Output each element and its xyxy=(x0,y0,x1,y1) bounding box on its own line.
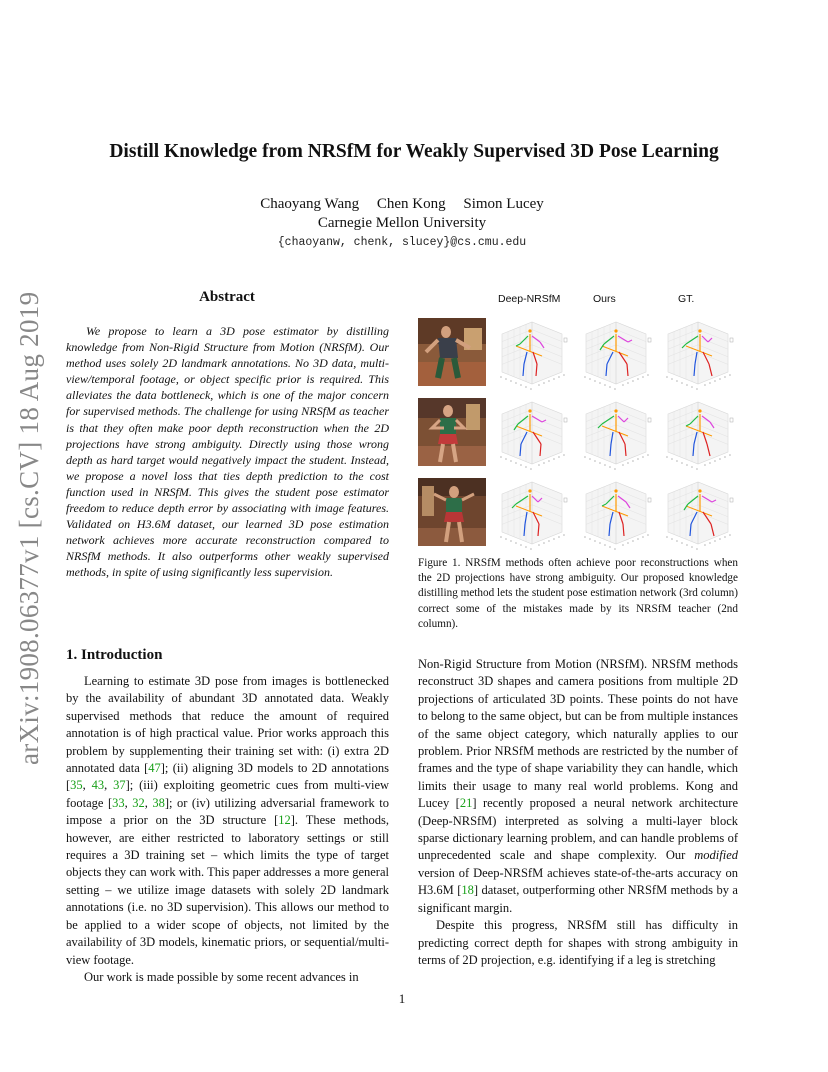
svg-text:0: 0 xyxy=(681,381,683,385)
svg-text:0: 0 xyxy=(714,459,716,463)
svg-text:0: 0 xyxy=(676,459,678,463)
pose-3d-plot xyxy=(660,472,736,554)
svg-text:0: 0 xyxy=(666,375,668,379)
svg-text:0: 0 xyxy=(505,457,507,461)
text-run: ]; or (iv) utilizing adversarial framework to impose a prior on the 3D structure [ xyxy=(66,795,389,828)
citation-link[interactable]: 12 xyxy=(278,813,291,828)
svg-text:0: 0 xyxy=(563,453,565,457)
intro-paragraph: Despite this progress, NRSfM still has difficulty in predicting correct depth for shapes with strong ambiguity in terms of 2D projection, e.g. identifying if a leg is stretching xyxy=(418,918,738,967)
pose-3d-plot xyxy=(494,392,570,474)
svg-text:0: 0 xyxy=(558,375,560,379)
svg-text:0: 0 xyxy=(696,547,698,551)
abstract-body xyxy=(66,323,389,581)
svg-text:0: 0 xyxy=(609,545,611,549)
svg-text:0: 0 xyxy=(538,383,540,387)
figure-caption: Figure 1. NRSfM methods often achieve poor reconstructions when the 2D projections have strong ambiguity. Our proposed knowledge distilling method lets the student pose estimation network (3rd column) correct some of the mistakes made by its NRSfM teacher (2nd column). xyxy=(418,557,738,630)
text-run: version of Deep-NRSfM achieves state-of-the-arts accuracy on H3.6M [ xyxy=(418,865,738,898)
input-photo xyxy=(418,478,486,546)
svg-text:0: 0 xyxy=(729,373,731,377)
svg-text:0: 0 xyxy=(510,459,512,463)
text-run: Non-Rigid Structure from Motion (NRSfM). NRSfM methods reconstruct 3D shapes and camera positions from multiple 2D projections of articulated 3D points. These points do not have to belong to the same object, but can be from multiple instances of the same object category, which naturally applies to our problem. Prior NRSfM methods are restricted by the number of frames and the type of shape variability they can handle, which limits their usage to many real world problems. Kong and Lucey [ xyxy=(418,657,738,811)
svg-text:0: 0 xyxy=(525,465,527,469)
svg-text:0: 0 xyxy=(676,539,678,543)
affiliation: Carnegie Mellon University xyxy=(317,215,487,231)
abstract-text: We propose to learn a 3D pose estimator by distilling knowledge from Non-Rigid Structure from Motion (NRSfM). Our method uses solely 2D landmark annotations. No 3D data, multi-view/temporal footage, or object specific prior is required. This alleviates the data bottleneck, which is one of the major concern for supervised methods. The challenge for using NRSfM as teacher is that they often make poor depth reconstruction when the 2D projections have strong ambiguity. Directly using those wrong depth as hard target would negatively impact the student. Instead, we propose a novel loss that ties depth prediction to the cost function used in NRSfM. This gives the student pose estimator freedom to reduce depth error by associating with image features. Validated on H3.6M dataset, our learned 3D pose estimation network achieves more accurate reconstruction compared to NRSfM methods. It also outperforms other weakly supervised methods, in spite of using significantly less supervision. xyxy=(66,324,389,580)
svg-text:0: 0 xyxy=(609,465,611,469)
svg-text:0: 0 xyxy=(614,467,616,471)
svg-text:0: 0 xyxy=(599,461,601,465)
author-emails: {chaoyanw, chenk, slucey}@cs.cmu.edu xyxy=(277,236,527,249)
svg-text:0: 0 xyxy=(510,379,512,383)
svg-text:0: 0 xyxy=(515,461,517,465)
svg-text:0: 0 xyxy=(525,545,527,549)
svg-text:0: 0 xyxy=(543,541,545,545)
svg-text:0: 0 xyxy=(584,535,586,539)
svg-text:0: 0 xyxy=(594,539,596,543)
intro-paragraph: Our work is made possible by some recent advances in xyxy=(84,969,359,984)
text-run: ]. These methods, however, are either restricted to laboratory settings or still requires a 3D training set – which limits the type of target objects they can work with. This paper addresses a more general setting – we utilize image datasets with solely 2D landmark annotations (i.e. no 3D supervision). This allows our method to be applied to a wider scope of objects, not limited by the availability of 3D models, kinematic priors, or sequential/multi-view footage. xyxy=(66,813,389,967)
svg-text:0: 0 xyxy=(637,537,639,541)
svg-text:0: 0 xyxy=(500,375,502,379)
svg-text:0: 0 xyxy=(622,383,624,387)
svg-text:0: 0 xyxy=(647,373,649,377)
figure-col-header: Ours xyxy=(593,293,616,305)
svg-text:0: 0 xyxy=(614,547,616,551)
svg-text:0: 0 xyxy=(729,453,731,457)
intro-paragraph: Learning to estimate 3D pose from images is bottlenecked by the availability of abundant 3D annotated data. Weakly supervised methods that reduce the amount of required annotation is of high practical value. Prior works approach this problem by supplementing their training set with: (i) extra 2D annotated data [47]; (ii) aligning 3D models to 2D annotations [35, 43, 37]; (iii) exploiting geometric cues from multi-view footage [33, 32, 38]; or (iv) utilizing adversarial framework to impose a prior on the 3D structure [12]. These methods, however, are either restricted to laboratory settings or still requires a 3D training set – which limits the type of target objects they can work with. This paper addresses a more general setting – we utilize image datasets with solely 2D landmark annotations (i.e. no 3D supervision). This allows our method to be applied to a wider scope of objects, not limited by the availability of 3D models, kinematic priors, or sequential/multi-view footage. xyxy=(66,674,390,967)
svg-text:0: 0 xyxy=(515,381,517,385)
text-run: ]; (iii) exploiting geometric cues from multi-view footage [ xyxy=(66,778,390,810)
svg-text:0: 0 xyxy=(558,455,560,459)
svg-text:0: 0 xyxy=(604,463,606,467)
svg-text:0: 0 xyxy=(704,543,706,547)
author-name: Chaoyang Wang xyxy=(260,196,360,212)
figure-col-header: Deep-NRSfM xyxy=(498,293,561,305)
intro-left-column xyxy=(66,673,389,986)
svg-text:0: 0 xyxy=(729,533,731,537)
svg-text:0: 0 xyxy=(543,381,545,385)
svg-text:0: 0 xyxy=(709,541,711,545)
svg-text:0: 0 xyxy=(525,385,527,389)
svg-text:0: 0 xyxy=(589,377,591,381)
svg-text:0: 0 xyxy=(530,467,532,471)
emphasis: modified xyxy=(694,848,738,863)
svg-text:0: 0 xyxy=(614,387,616,391)
svg-text:0: 0 xyxy=(671,377,673,381)
svg-text:0: 0 xyxy=(604,383,606,387)
svg-text:0: 0 xyxy=(520,543,522,547)
paper-title: Distill Knowledge from NRSfM for Weakly Supervised 3D Pose Learning xyxy=(109,141,719,162)
svg-text:0: 0 xyxy=(543,461,545,465)
svg-text:0: 0 xyxy=(719,377,721,381)
svg-text:0: 0 xyxy=(553,457,555,461)
citation-link[interactable]: 38 xyxy=(152,795,165,810)
svg-text:0: 0 xyxy=(714,539,716,543)
pose-3d-plot xyxy=(578,472,654,554)
citation-link[interactable]: 33 xyxy=(112,795,125,810)
svg-text:0: 0 xyxy=(538,543,540,547)
svg-text:0: 0 xyxy=(704,383,706,387)
intro-paragraph xyxy=(418,656,738,917)
intro-right-column xyxy=(418,656,738,969)
svg-text:0: 0 xyxy=(676,379,678,383)
svg-text:0: 0 xyxy=(599,381,601,385)
section-heading-introduction: 1. Introduction xyxy=(66,647,163,663)
svg-text:0: 0 xyxy=(594,379,596,383)
svg-text:0: 0 xyxy=(681,461,683,465)
author-list xyxy=(0,196,804,213)
svg-text:0: 0 xyxy=(599,541,601,545)
svg-text:0: 0 xyxy=(548,539,550,543)
svg-text:0: 0 xyxy=(553,377,555,381)
svg-text:0: 0 xyxy=(520,463,522,467)
svg-text:0: 0 xyxy=(719,537,721,541)
svg-text:0: 0 xyxy=(530,387,532,391)
svg-text:0: 0 xyxy=(500,455,502,459)
svg-text:0: 0 xyxy=(548,379,550,383)
svg-text:0: 0 xyxy=(686,543,688,547)
svg-text:0: 0 xyxy=(609,385,611,389)
svg-text:0: 0 xyxy=(681,541,683,545)
citation-link[interactable]: 32 xyxy=(132,795,145,810)
svg-text:0: 0 xyxy=(584,455,586,459)
svg-text:0: 0 xyxy=(500,535,502,539)
svg-text:0: 0 xyxy=(637,457,639,461)
citation-link[interactable]: 21 xyxy=(459,796,473,811)
svg-text:0: 0 xyxy=(691,385,693,389)
svg-text:0: 0 xyxy=(666,455,668,459)
input-photo xyxy=(418,398,486,466)
svg-text:0: 0 xyxy=(563,533,565,537)
svg-text:0: 0 xyxy=(622,463,624,467)
svg-text:0: 0 xyxy=(724,375,726,379)
svg-text:0: 0 xyxy=(704,463,706,467)
pose-3d-plot xyxy=(660,312,736,394)
svg-text:0: 0 xyxy=(686,463,688,467)
svg-text:0: 0 xyxy=(520,383,522,387)
page-number: 1 xyxy=(398,991,406,1006)
abstract-heading: Abstract xyxy=(199,289,255,305)
citation-link[interactable]: 35 xyxy=(70,778,83,793)
svg-text:0: 0 xyxy=(709,461,711,465)
svg-text:0: 0 xyxy=(724,535,726,539)
svg-text:0: 0 xyxy=(642,375,644,379)
svg-text:0: 0 xyxy=(515,541,517,545)
arxiv-stamp[interactable]: arXiv:1908.06377v1 [cs.CV] 18 Aug 2019 xyxy=(14,291,44,765)
svg-text:0: 0 xyxy=(714,379,716,383)
citation-link[interactable]: 43 xyxy=(91,778,105,793)
svg-text:0: 0 xyxy=(691,465,693,469)
svg-text:0: 0 xyxy=(558,535,560,539)
svg-text:0: 0 xyxy=(632,379,634,383)
pose-3d-plot xyxy=(660,392,736,474)
svg-text:0: 0 xyxy=(622,543,624,547)
svg-text:0: 0 xyxy=(632,459,634,463)
svg-text:0: 0 xyxy=(530,547,532,551)
svg-text:0: 0 xyxy=(632,539,634,543)
input-photo xyxy=(418,318,486,386)
svg-text:0: 0 xyxy=(696,467,698,471)
svg-text:0: 0 xyxy=(548,459,550,463)
svg-text:0: 0 xyxy=(563,373,565,377)
svg-text:0: 0 xyxy=(642,535,644,539)
svg-text:0: 0 xyxy=(671,457,673,461)
svg-text:0: 0 xyxy=(589,457,591,461)
svg-text:0: 0 xyxy=(637,377,639,381)
svg-text:0: 0 xyxy=(724,455,726,459)
svg-text:0: 0 xyxy=(604,543,606,547)
svg-text:0: 0 xyxy=(505,537,507,541)
pose-3d-plot xyxy=(494,472,570,554)
svg-text:0: 0 xyxy=(696,387,698,391)
svg-text:0: 0 xyxy=(553,537,555,541)
author-name: Chen Kong xyxy=(376,196,446,212)
svg-text:0: 0 xyxy=(686,383,688,387)
svg-text:0: 0 xyxy=(647,453,649,457)
svg-text:0: 0 xyxy=(666,535,668,539)
text-run: ] recently proposed a neural network architecture (Deep-NRSfM) interpreted as solving a multi-layer block sparse dictionary learning problem, and can handle problems of unprecedented scale and shape complexity. Our xyxy=(418,796,738,863)
svg-text:0: 0 xyxy=(505,377,507,381)
svg-text:0: 0 xyxy=(627,541,629,545)
pose-3d-plot xyxy=(578,392,654,474)
svg-text:0: 0 xyxy=(627,461,629,465)
svg-text:0: 0 xyxy=(538,463,540,467)
svg-text:0: 0 xyxy=(642,455,644,459)
citation-link[interactable]: 47 xyxy=(148,761,161,776)
author-name: Simon Lucey xyxy=(463,196,544,212)
svg-text:0: 0 xyxy=(719,457,721,461)
svg-text:0: 0 xyxy=(671,537,673,541)
citation-link[interactable]: 18 xyxy=(461,883,474,898)
text-run: ] dataset, outperforming other NRSfM methods by a significant margin. xyxy=(418,883,738,915)
pose-3d-plot xyxy=(578,312,654,394)
svg-text:0: 0 xyxy=(584,375,586,379)
text-run: ]; (ii) aligning 3D models to 2D annotations [ xyxy=(66,761,389,793)
svg-text:0: 0 xyxy=(691,545,693,549)
svg-text:0: 0 xyxy=(594,459,596,463)
svg-text:0: 0 xyxy=(589,537,591,541)
svg-text:0: 0 xyxy=(510,539,512,543)
figure-col-header: GT. xyxy=(678,293,695,305)
svg-text:0: 0 xyxy=(647,533,649,537)
svg-text:0: 0 xyxy=(709,381,711,385)
text-run: Learning to estimate 3D pose from images is bottlenecked by the availability of abundant 3D annotated data. Weakly supervised methods that reduce the amount of required annotation is of high practical value. Prior works approach this problem by supplementing their training set with: (i) extra 2D annotated data [ xyxy=(66,674,389,776)
svg-text:0: 0 xyxy=(627,381,629,385)
citation-link[interactable]: 37 xyxy=(113,778,126,793)
pose-3d-plot xyxy=(494,312,570,394)
